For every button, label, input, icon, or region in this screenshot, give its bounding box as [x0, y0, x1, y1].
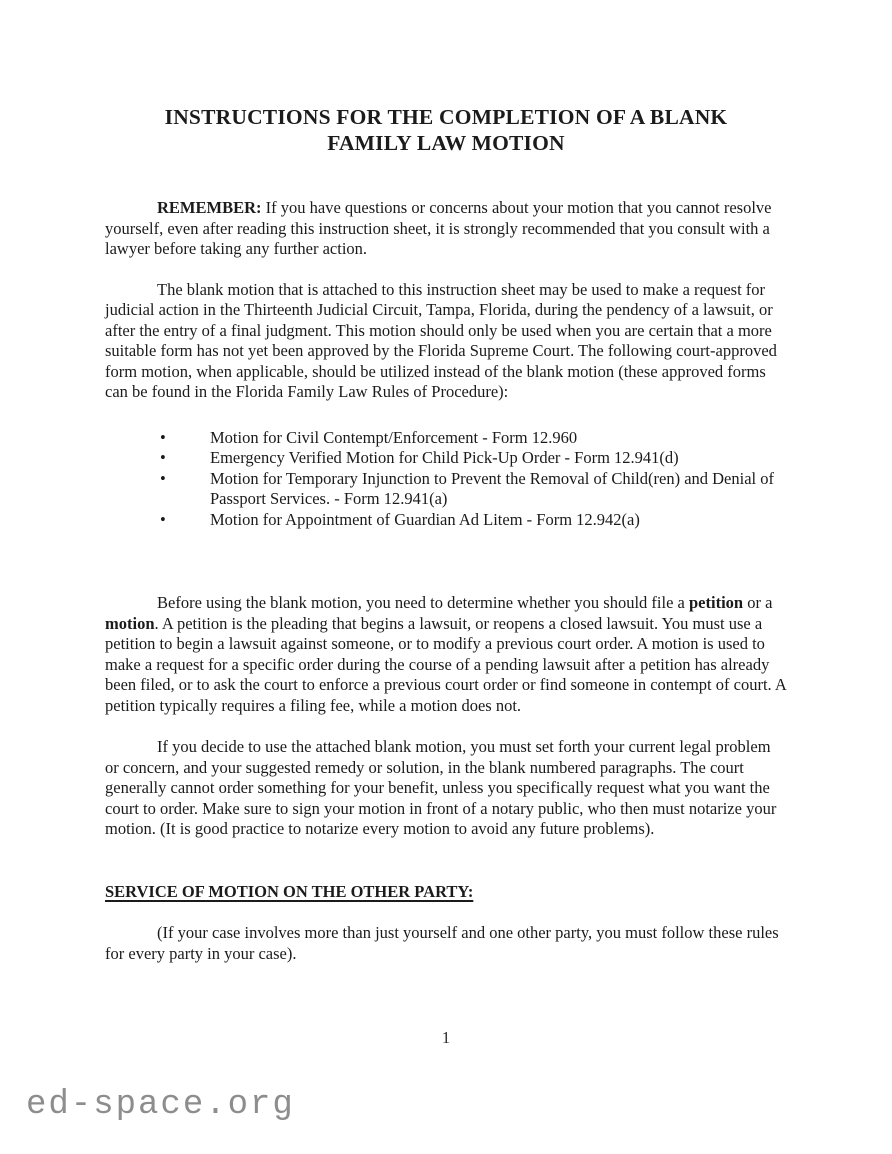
list-item [105, 448, 787, 469]
watermark: ed-space.org [26, 1086, 295, 1124]
list-item [105, 469, 787, 510]
petition-seg2: or a [743, 593, 773, 612]
service-note-paragraph: (If your case involves more than just yourself and one other party, you must follow these rules for every party in your case). [105, 923, 779, 963]
bullet-icon: • [160, 448, 166, 467]
petition-paragraph [105, 593, 787, 716]
document-title [105, 104, 787, 156]
document-title-line1: INSTRUCTIONS FOR THE COMPLETION OF A BLANK [164, 105, 728, 129]
service-of-motion-heading: SERVICE OF MOTION ON THE OTHER PARTY: [105, 881, 474, 901]
list-item [105, 510, 787, 531]
bullet-icon: • [160, 468, 166, 488]
bullet-icon: • [160, 509, 166, 529]
decide-paragraph: If you decide to use the attached blank motion, you must set forth your current legal problem or concern, and your suggested remedy or solution, in the blank numbered paragraphs. The court generally cannot order something for your benefit, unless you specifically request what you want the court to order. Make sure to sign your motion in front of a notary public, who then must notarize your motion. (It is good practice to notarize every motion to avoid any future problems). [105, 737, 777, 838]
approved-forms-list [105, 428, 787, 531]
list-item-text: Emergency Verified Motion for Child Pick-Up Order - Form 12.941(d) [210, 448, 679, 467]
intro-paragraph: The blank motion that is attached to this instruction sheet may be used to make a request for judicial action in the Thirteenth Judicial Circuit, Tampa, Florida, during the pendency of a lawsuit, or after the entry of a final judgment. This motion should only be used when you are certain that a more suitable form has not yet been approved by the Florida Supreme Court. The following court-approved form motion, when applicable, should be utilized instead of the blank motion (these approved forms can be found in the Florida Family Law Rules of Procedure): [105, 279, 777, 401]
list-item-text: Motion for Appointment of Guardian Ad Litem - Form 12.942(a) [210, 509, 640, 529]
list-item-text: Motion for Temporary Injunction to Prevent the Removal of Child(ren) and Denial of Passport Services. - Form 12.941(a) [210, 468, 774, 508]
list-item [105, 428, 787, 449]
bullet-icon: • [160, 427, 166, 447]
document-content [105, 0, 787, 964]
page-number: 1 [441, 1028, 451, 1047]
list-item-text: Motion for Civil Contempt/Enforcement - Form 12.960 [210, 427, 578, 447]
motion-bold-word: motion [105, 613, 155, 633]
remember-text: If you have questions or concerns about your motion that you cannot resolve yourself, even after reading this instruction sheet, it is strongly recommended that you consult with a lawyer before taking any further action. [105, 198, 772, 258]
remember-label: REMEMBER: [157, 198, 262, 217]
petition-seg1: Before using the blank motion, you need to determine whether you should file a [157, 593, 689, 612]
petition-seg3: . A petition is the pleading that begins a lawsuit, or reopens a closed lawsuit. You must use a petition to begin a lawsuit against someone, or to modify a previous court order. A motion is used to make a request for a specific order during the course of a pending lawsuit after a petition has already been filed, or to ask the court to enforce a previous court order or find someone in contempt of court. A petition typically requires a filing fee, while a motion does not. [105, 613, 786, 715]
remember-paragraph [105, 198, 787, 260]
document-title-line2: FAMILY LAW MOTION [327, 131, 565, 155]
petition-bold-word: petition [689, 593, 744, 612]
